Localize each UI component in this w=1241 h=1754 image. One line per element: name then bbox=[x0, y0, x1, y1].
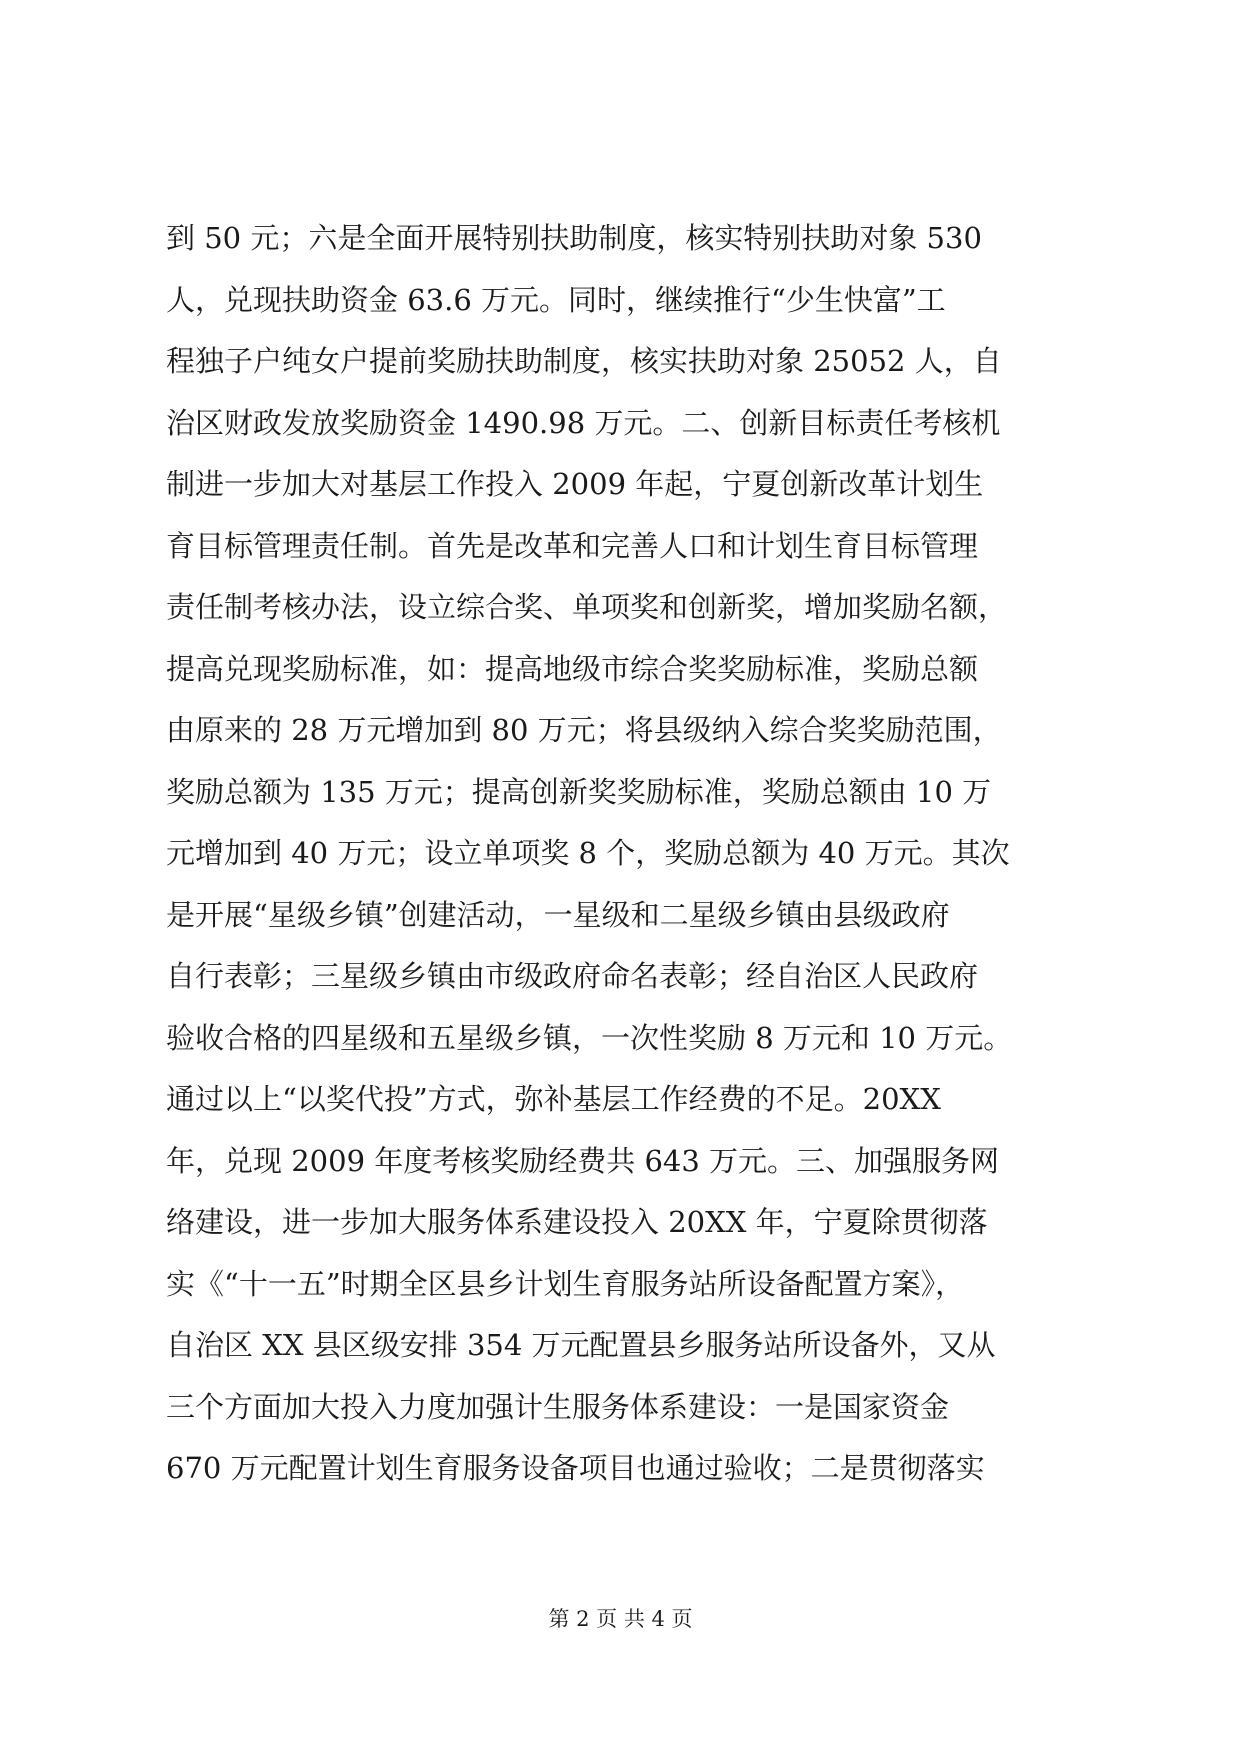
text-line: 到 50 元；六是全面开展特别扶助制度，核实特别扶助对象 530 bbox=[166, 221, 982, 255]
body-text bbox=[166, 208, 1096, 1500]
text-line: 由原来的 28 万元增加到 80 万元；将县级纳入综合奖奖励范围， bbox=[166, 713, 1002, 747]
text-line: 是开展“星级乡镇”创建活动，一星级和二星级乡镇由县级政府 bbox=[166, 897, 950, 932]
text-line: 治区财政发放奖励资金 1490.98 万元。二、创新目标责任考核机 bbox=[166, 405, 1001, 440]
text-line: 提高兑现奖励标准，如：提高地级市综合奖奖励标准，奖励总额 bbox=[166, 651, 979, 686]
text-line: 自行表彰；三星级乡镇由市级政府命名表彰；经自治区人民政府 bbox=[166, 959, 979, 993]
text-line: 络建设，进一步加大服务体系建设投入 20XX 年，宁夏除贯彻落 bbox=[166, 1205, 988, 1239]
text-line: 奖励总额为 135 万元；提高创新奖奖励标准，奖励总额由 10 万 bbox=[166, 774, 992, 809]
text-line: 通过以上“以奖代投”方式，弥补基层工作经费的不足。20XX bbox=[166, 1082, 941, 1116]
text-line: 制进一步加大对基层工作投入 2009 年起，宁夏创新改革计划生 bbox=[166, 467, 984, 501]
text-line: 责任制考核办法，设立综合奖、单项奖和创新奖，增加奖励名额， bbox=[166, 590, 1008, 624]
text-line: 自治区 XX 县区级安排 354 万元配置县乡服务站所设备外，又从 bbox=[166, 1328, 996, 1362]
text-line: 人，兑现扶助资金 63.6 万元。同时，继续推行“少生快富”工 bbox=[166, 282, 946, 317]
text-line: 程独子户纯女户提前奖励扶助制度，核实扶助对象 25052 人，自 bbox=[166, 344, 1002, 378]
text-line: 验收合格的四星级和五星级乡镇，一次性奖励 8 万元和 10 万元。 bbox=[166, 1020, 1013, 1055]
text-line: 三个方面加大投入力度加强计生服务体系建设：一是国家资金 bbox=[166, 1389, 950, 1424]
text-line: 育目标管理责任制。首先是改革和完善人口和计划生育目标管理 bbox=[166, 528, 979, 563]
text-line: 年，兑现 2009 年度考核奖励经费共 643 万元。三、加强服务网 bbox=[166, 1143, 1000, 1178]
text-line: 实《“十一五”时期全区县乡计划生育服务站所设备配置方案》， bbox=[166, 1266, 965, 1301]
page-footer bbox=[0, 1604, 1241, 1634]
text-line: 元增加到 40 万元；设立单项奖 8 个，奖励总额为 40 万元。其次 bbox=[166, 836, 1010, 870]
page-number-label: 第 2 页 共 4 页 bbox=[548, 1607, 693, 1631]
text-line: 670 万元配置计划生育服务设备项目也通过验收；二是贯彻落实 bbox=[166, 1451, 985, 1485]
